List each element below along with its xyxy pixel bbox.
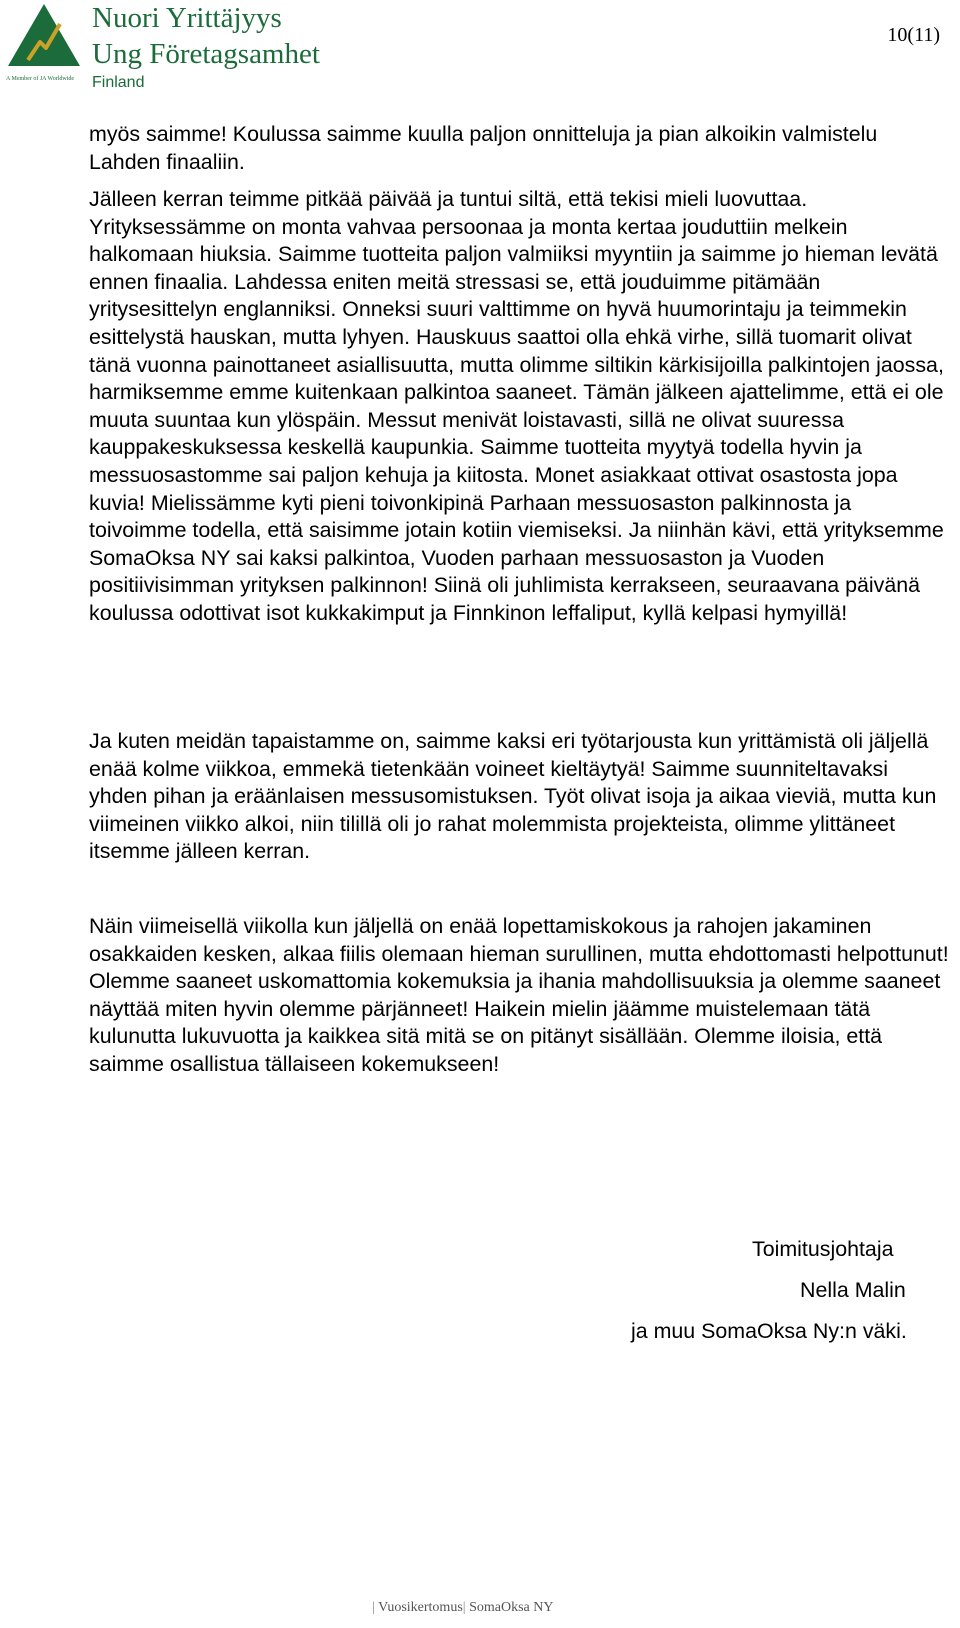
paragraph-1: myös saimme! Koulussa saimme kuulla paljon onnitteluja ja pian alkoikin valmistelu Lahden finaaliin. <box>89 122 878 174</box>
paragraph-3: Ja kuten meidän tapaistamme on, saimme kaksi eri työtarjousta kun yrittämistä oli jäljellä enää kolme viikkoa, emmekä tietenkään voineet kieltäytyä! Saimme suunniteltavaksi yhden pihan ja eräänlaisen messusomistuksen. Työt olivat isoja ja aikaa vieviä, mutta kun viimeinen viikko alkoi, niin tilillä oli jo rahat molemmista projekteista, olimme ylittäneet itsemme jälleen kerran. <box>89 729 937 864</box>
signature-name: Nella Malin <box>800 1278 906 1302</box>
page-number: 10(11) <box>887 24 940 46</box>
page-footer <box>372 1600 553 1616</box>
paragraph-2: Jälleen kerran teimme pitkää päivää ja tuntui siltä, että tekisi mieli luovuttaa. Yrityksessämme on monta vahvaa persoonaa ja monta kertaa jouduttiin melkein halkomaan hiuksia. Saimme tuotteita paljon valmiiksi myyntiin ja saimme jo hieman levätä ennen finaalia. Lahdessa eniten meitä stressasi se, että jouduimme pitämään yritysesittelyn englanniksi. Onneksi suuri valttimme on hyvä huumorintaju ja teimmekin esittelystä hauskan, mutta lyhyen. Hauskuus saattoi olla ehkä virhe, sillä tuomarit olivat tänä vuonna painottaneet asiallisuutta, mutta olimme siltikin kärkisijoilla palkintojen jaossa, harmiksemme emme kuitenkaan palkintoa saaneet. Tämän jälkeen ajattelimme, että ei ole muuta suuntaa kun ylöspäin. Messut menivät loistavasti, sillä ne olivat suuressa kauppakeskuksessa keskellä kaupunkia. Saimme tuotteita myytyä todella hyvin ja messuosastomme sai paljon kehuja ja kiitosta. Monet asiakkaat ottivat osastosta jopa kuvia! Mielissämme kyti pieni toivonkipinä Parhaan messuosaston palkinnosta ja toivoimme todella, että saisimme jotain kotiin viemiseksi. Ja niinhän kävi, että yrityksemme SomaOksa NY sai kaksi palkintoa, Vuoden parhaan messuosaston ja Vuoden positiivisimman yrityksen palkinnon! Siinä oli juhlimista kerrakseen, seuraavana päivänä koulussa odottivat isot kukkakimput ja Finnkinon leffaliput, kyllä kelpasi hymyillä! <box>89 187 944 625</box>
signature-title: Toimitusjohtaja <box>752 1237 894 1261</box>
footer-company: SomaOksa NY <box>469 1600 554 1615</box>
paragraph-4: Näin viimeisellä viikolla kun jäljellä on enää lopettamiskokous ja rahojen jakaminen osakkaiden kesken, alkaa fiilis olemaan hieman surullinen, mutta ehdottomasti helpottunut! Olemme saaneet uskomattomia kokemuksia ja ihania mahdollisuuksia ja olemme saaneet näyttää miten hyvin olemme pärjänneet! Haikein mielin jäämme muistelemaan tätä kulunutta lukuvuotta ja kaikkea sitä mitä se on pitänyt sisällään. Olemme iloisia, että saimme osallistua tällaiseen kokemukseen! <box>89 914 949 1076</box>
logo-name-finnish: Nuori Yrittäjyys <box>92 2 282 34</box>
logo-member-text: A Member of JA Worldwide <box>6 76 75 82</box>
company-logo <box>6 2 326 92</box>
logo-country: Finland <box>92 74 145 91</box>
triangle-logo-icon <box>6 2 82 70</box>
footer-separator: | <box>462 1600 466 1615</box>
footer-separator: | <box>372 1600 375 1615</box>
signature-team: ja muu SomaOksa Ny:n väki. <box>631 1319 907 1343</box>
logo-name-swedish: Ung Företagsamhet <box>92 38 320 70</box>
footer-doc-type: Vuosikertomus <box>378 1600 463 1615</box>
